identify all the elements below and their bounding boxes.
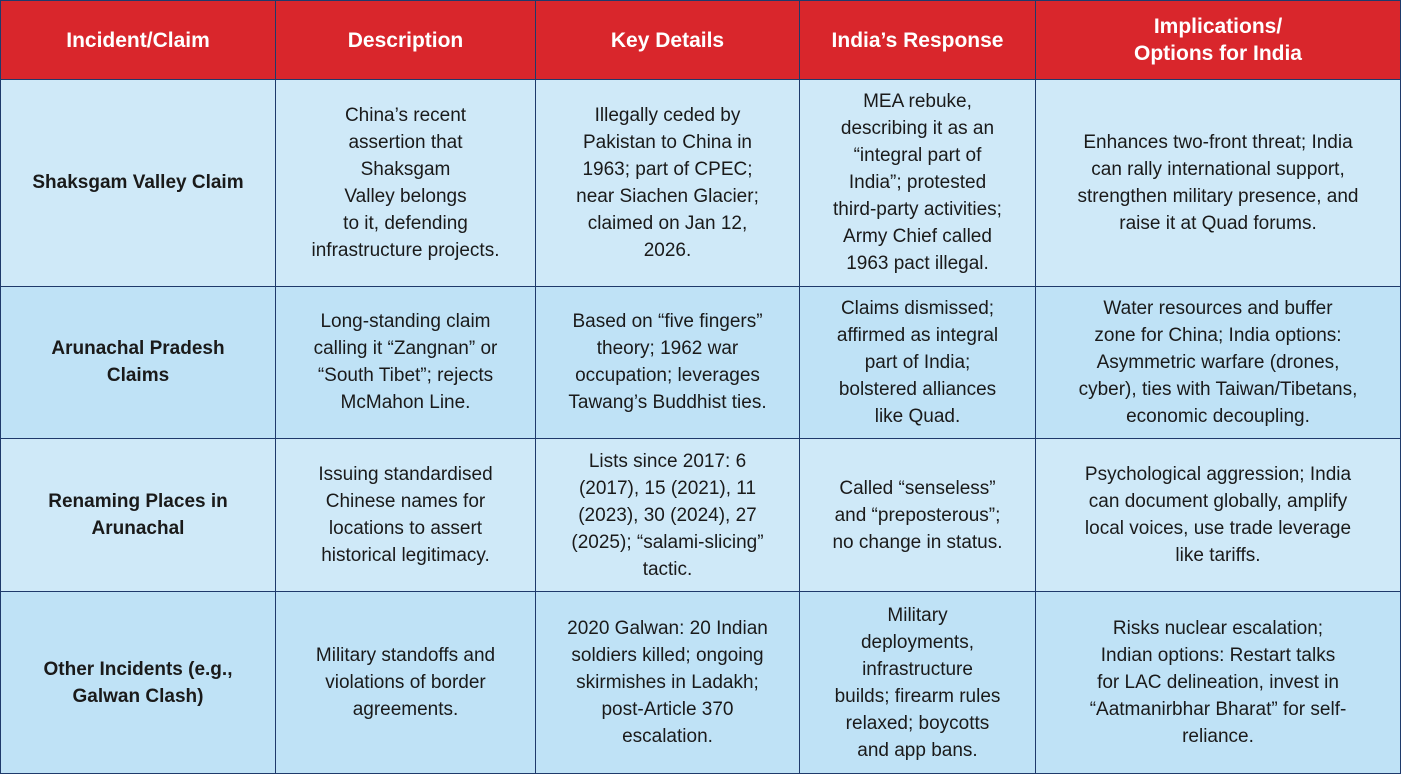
india-response-cell: Claims dismissed; affirmed as integral part of India; bolstered alliances like Quad. (800, 286, 1036, 438)
incident-claim-cell: Arunachal Pradesh Claims (1, 286, 276, 438)
header-description: Description (276, 1, 536, 80)
table-row (1, 439, 1401, 592)
india-response-cell: Military deployments, infrastructure builds; firearm rules relaxed; boycotts and app bans. (800, 592, 1036, 774)
implications-cell: Water resources and buffer zone for China; India options: Asymmetric warfare (drones, cyber), ties with Taiwan/Tibetans, economic decoupling. (1036, 286, 1401, 438)
incident-claim-cell: Renaming Places in Arunachal (1, 439, 276, 592)
key-details-cell: 2020 Galwan: 20 Indian soldiers killed; ongoing skirmishes in Ladakh; post-Article 370 escalation. (536, 592, 800, 774)
implications-cell: Psychological aggression; India can document globally, amplify local voices, use trade leverage like tariffs. (1036, 439, 1401, 592)
table-row (1, 80, 1401, 287)
key-details-cell: Lists since 2017: 6 (2017), 15 (2021), 11 (2023), 30 (2024), 27 (2025); “salami-slicing” tactic. (536, 439, 800, 592)
table-header-row (1, 1, 1401, 80)
header-implications-options: Implications/ Options for India (1036, 1, 1401, 80)
incident-claim-cell: Other Incidents (e.g., Galwan Clash) (1, 592, 276, 774)
key-details-cell: Illegally ceded by Pakistan to China in 1963; part of CPEC; near Siachen Glacier; claimed on Jan 12, 2026. (536, 80, 800, 287)
table-row (1, 286, 1401, 438)
implications-cell: Enhances two-front threat; India can rally international support, strengthen military presence, and raise it at Quad forums. (1036, 80, 1401, 287)
india-response-cell: Called “senseless” and “preposterous”; no change in status. (800, 439, 1036, 592)
table-row (1, 592, 1401, 774)
description-cell: Issuing standardised Chinese names for locations to assert historical legitimacy. (276, 439, 536, 592)
header-incident-claim: Incident/Claim (1, 1, 276, 80)
key-details-cell: Based on “five fingers” theory; 1962 war occupation; leverages Tawang’s Buddhist ties. (536, 286, 800, 438)
description-cell: Long-standing claim calling it “Zangnan” or “South Tibet”; rejects McMahon Line. (276, 286, 536, 438)
incident-claim-cell: Shaksgam Valley Claim (1, 80, 276, 287)
implications-cell: Risks nuclear escalation; Indian options: Restart talks for LAC delineation, invest in “Aatmanirbhar Bharat” for self- reliance. (1036, 592, 1401, 774)
description-cell: China’s recent assertion that Shaksgam Valley belongs to it, defending infrastructure projects. (276, 80, 536, 287)
header-india-response: India’s Response (800, 1, 1036, 80)
header-key-details: Key Details (536, 1, 800, 80)
india-response-cell: MEA rebuke, describing it as an “integral part of India”; protested third-party activities; Army Chief called 1963 pact illegal. (800, 80, 1036, 287)
description-cell: Military standoffs and violations of border agreements. (276, 592, 536, 774)
